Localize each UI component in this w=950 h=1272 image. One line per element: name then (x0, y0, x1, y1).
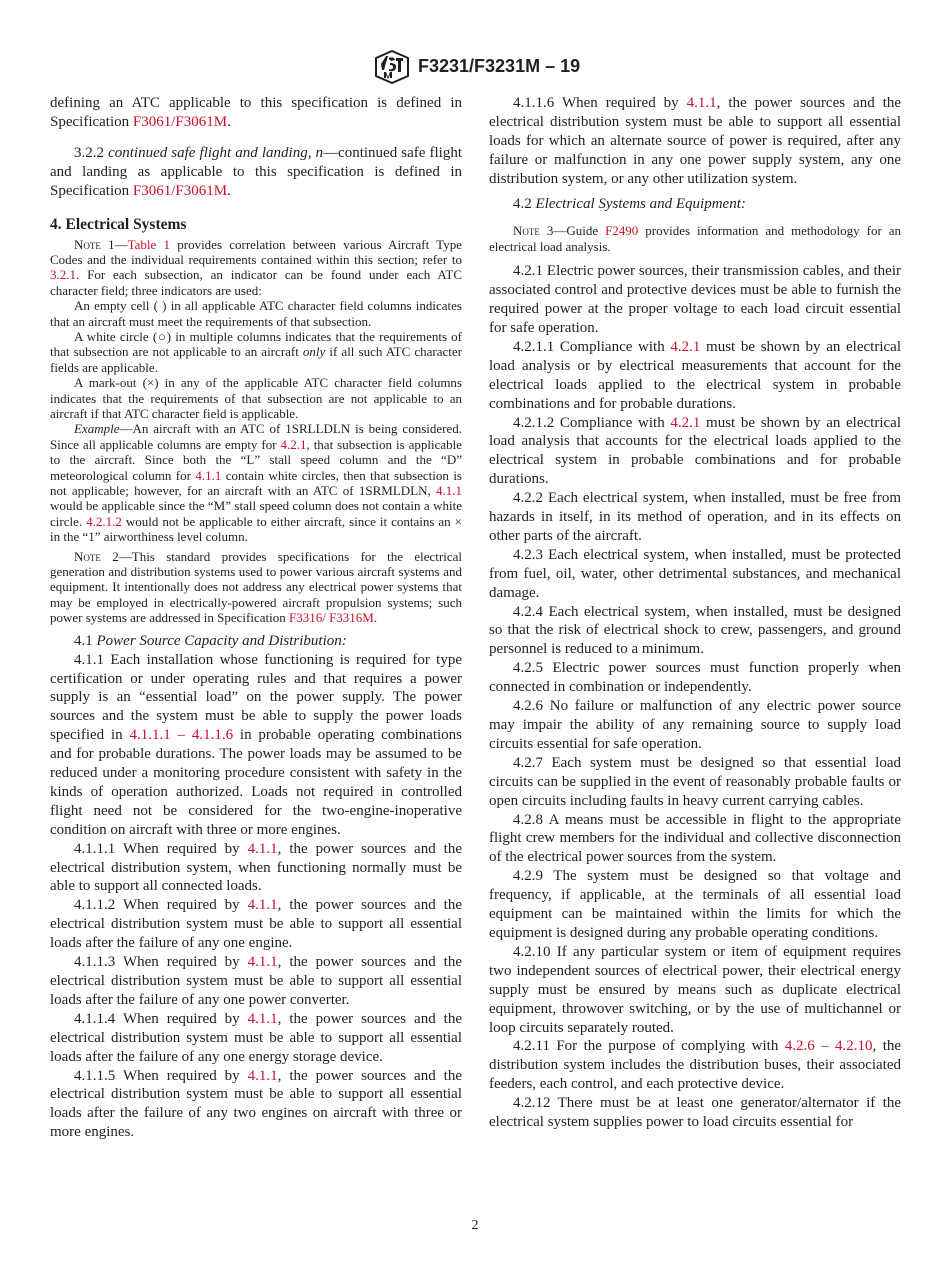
paragraph-4-2-4: 4.2.4 Each electrical system, when installed, must be designed so that the risk of electrical shock to crew, passengers, and ground personnel is reduced to a minimum. (489, 603, 901, 658)
section-link[interactable]: 4.1.1 (247, 1067, 278, 1084)
paragraph-4-2-7: 4.2.7 Each system must be designed so that essential load circuits can be supplied in the event of reasonably probable faults or open circuits including faults in heavy current carrying cables. (489, 754, 901, 809)
paragraph-4-1-1-2: 4.1.1.2 When required by 4.1.1, the power sources and the electrical distribution system must be able to support all essential loads after the failure of any one engine. (50, 897, 462, 952)
note-2: Note 2—This standard provides specifications for the electrical generation and distribution systems used to power various aircraft systems and equipment. It intentionally does not address any electrical power systems that may be employed in electrically-powered aircraft propulsion systems; such power systems are addressed in Specification F3316/ F3316M. (50, 548, 462, 626)
paragraph-4-1-1-3: 4.1.1.3 When required by 4.1.1, the power sources and the electrical distribution system must be able to support all essential loads after the failure of any one power converter. (50, 954, 462, 1008)
section-heading: 4. Electrical Systems (50, 215, 187, 233)
note-1: Note 1—Table 1 provides correlation between various Aircraft Type Codes and the individual requirements contained within this section; refer to 3.2.1. For each subsection, an indicator can be found under each ATC character field; three indicators are used: (50, 236, 462, 298)
section-link[interactable]: 4.1.1.1 – 4.1.1.6 (129, 727, 234, 744)
spec-link[interactable]: F3316/ F3316M (288, 610, 374, 626)
paragraph-4-2-5: 4.2.5 Electric power sources must function properly when connected in combination or independently. (489, 660, 901, 696)
paragraph-4-1-1-4: 4.1.1.4 When required by 4.1.1, the power sources and the electrical distribution system must be able to support all essential loads after the failure of any one energy storage device. (50, 1010, 462, 1065)
spec-link[interactable]: F3061/F3061M (132, 113, 228, 130)
paragraph-4-1: 4.1 Power Source Capacity and Distribution: (74, 632, 347, 649)
section-link[interactable]: 4.1.1 (247, 897, 278, 914)
spec-link[interactable]: F3061/F3061M (132, 182, 228, 199)
paragraph-4-2-9: 4.2.9 The system must be designed so that voltage and frequency, if applicable, at the terminals of all essential load equipment can be maintained within the limits for which the equipment is designed during any probable operating conditions. (489, 868, 901, 941)
astm-logo-icon (372, 50, 412, 84)
note-1-example: Example—An aircraft with an ATC of 1SRLLDLN is being considered. Since all applicable columns are empty for 4.2.1, that subsection is applicable to the aircraft. Since both the “L” stall speed column and the “D” meteorological column for 4.1.1 contain white circles, then that subsection is not applicable; however, for an aircraft with an ATC of 1SRMLDLN, 4.1.1 would be applicable since the “M” stall speed column does not contain a white circle. 4.2.1.2 would not be applicable to either aircraft, since it contains an × in the “1” airworthiness level column. (50, 421, 462, 545)
section-link[interactable]: 4.2.1 (670, 338, 701, 355)
table-link[interactable]: Table 1 (127, 236, 171, 252)
paragraph-4-2-12: 4.2.12 There must be at least one generator/alternator if the electrical system supplies power to load circuits essential for (489, 1095, 901, 1131)
section-link[interactable]: 4.1.1 (436, 483, 462, 499)
page-number: 2 (471, 1218, 479, 1233)
paragraph-4-2-3: 4.2.3 Each electrical system, when installed, must be protected from fuel, oil, water, other detrimental substances, and mechanical damage. (489, 546, 901, 601)
paragraph-4-1-1-1: 4.1.1.1 When required by 4.1.1, the power sources and the electrical distribution system, when functioning normally must be able to support all connected loads. (50, 840, 462, 895)
section-link[interactable]: 4.2.6 – 4.2.10 (784, 1038, 873, 1055)
paragraph-4-2: 4.2 Electrical Systems and Equipment: (513, 195, 746, 212)
paragraph-4-1-1-6: 4.1.1.6 When required by 4.1.1, the power sources and the electrical distribution system must be able to support all essential loads for which an alternate source of power is required, after any failure or malfunction in any one power supply system, any one distribution system, or any other utilization system. (489, 95, 901, 187)
note-1-mark-out: A mark-out (×) in any of the applicable ATC character field columns indicates that the requirements of that subsection are not applicable to an aircraft if that ATC character field is applicable. (50, 375, 462, 421)
paragraph-4-1-1-5: 4.1.1.5 When required by 4.1.1, the power sources and the electrical distribution system must be able to support all essential loads after the failure of any two engines on aircraft with three or more engines. (50, 1067, 462, 1141)
paragraph-4-2-11: 4.2.11 For the purpose of complying with 4.2.6 – 4.2.10, the distribution system includes the distribution buses, their associated feeders, each control, and each protective device. (489, 1038, 902, 1093)
paragraph-4-2-10: 4.2.10 If any particular system or item of equipment requires two independent sources of electrical power, their electrical energy supply must be ensured by means such as duplicate electrical equipment, throwover switching, or by the use of multichannel or loop circuits separately routed. (489, 943, 901, 1036)
paragraph-4-2-6: 4.2.6 No failure or malfunction of any electric power source may impair the ability of any remaining source to supply load circuits essential for safe operation. (489, 698, 901, 752)
paragraph-4-2-1: 4.2.1 Electric power sources, their transmission cables, and their associated control and protective devices must be able to furnish the required power at the proper voltage to each load circuit essential for safe operation. (489, 263, 901, 336)
right-column (489, 94, 901, 1132)
section-link[interactable]: 4.2.1 (670, 414, 701, 431)
note-3: Note 3—Guide F2490 provides information and methodology for an electrical load analysis. (489, 223, 901, 254)
document-designation: F3231/F3231M – 19 (418, 56, 581, 76)
paragraph-4-2-1-2: 4.2.1.2 Compliance with 4.2.1 must be shown by an electrical load analysis that accounts for the electrical loads applied to the electrical system in probable combinations and for probable durations. (489, 414, 901, 488)
section-link[interactable]: 4.1.1 (247, 840, 278, 857)
paragraph-4-1-1: 4.1.1 Each installation whose functioning is required for type certification or under operating rules and that requires a power supply is an “essential load” on the power supply. The power sources and the system must be able to supply the power loads specified in 4.1.1.1 – 4.1.1.6 in probable operating combinations and for probable durations. The power loads may be assumed to be reduced under a monitoring procedure consistent with safety in the kinds of operation authorized. Loads not required in controlled flight need not be considered for the two-engine-inoperative condition on aircraft with three or more engines. (50, 651, 462, 838)
paragraph-4-2-1-1: 4.2.1.1 Compliance with 4.2.1 must be shown by an electrical load analysis or by electrical measurements that account for the electrical loads applied to the electrical system in probable combinations and for probable durations. (489, 338, 901, 412)
section-link[interactable]: 4.2.1.2 (86, 513, 122, 529)
section-link[interactable]: 4.2.1 (280, 436, 307, 452)
section-link[interactable]: 4.1.1 (247, 954, 278, 971)
note-1-empty-cell: An empty cell ( ) in all applicable ATC character field columns indicates that an aircraft must meet the requirements of that subsection. (50, 298, 462, 329)
section-link[interactable]: 4.1.1 (686, 95, 717, 111)
paragraph-4-2-8: 4.2.8 A means must be accessible in flight to the appropriate flight crew members for the individual and collective disconnection of the electrical power sources from the system. (489, 811, 901, 866)
paragraph-3-2-2: 3.2.2 continued safe flight and landing, n—continued safe flight and landing as applicable to this specification is defined in Specification F3061/F3061M. (50, 144, 462, 199)
note-1-white-circle: A white circle (○) in multiple columns indicates that the requirements of that subsection are not applicable to an aircraft only if all such ATC character fields are applicable. (50, 328, 462, 375)
spec-link[interactable]: F2490 (605, 223, 639, 239)
paragraph-defining: defining an ATC applicable to this specification is defined in Specification F3061/F3061M. (50, 95, 462, 130)
section-link[interactable]: 3.2.1 (50, 267, 76, 283)
left-column (50, 94, 462, 1142)
page-header (0, 50, 950, 84)
section-link[interactable]: 4.1.1 (195, 467, 222, 483)
section-link[interactable]: 4.1.1 (247, 1010, 278, 1027)
paragraph-4-2-2: 4.2.2 Each electrical system, when installed, must be free from hazards in itself, in its method of operation, and in its effects on other parts of the aircraft. (489, 490, 901, 544)
